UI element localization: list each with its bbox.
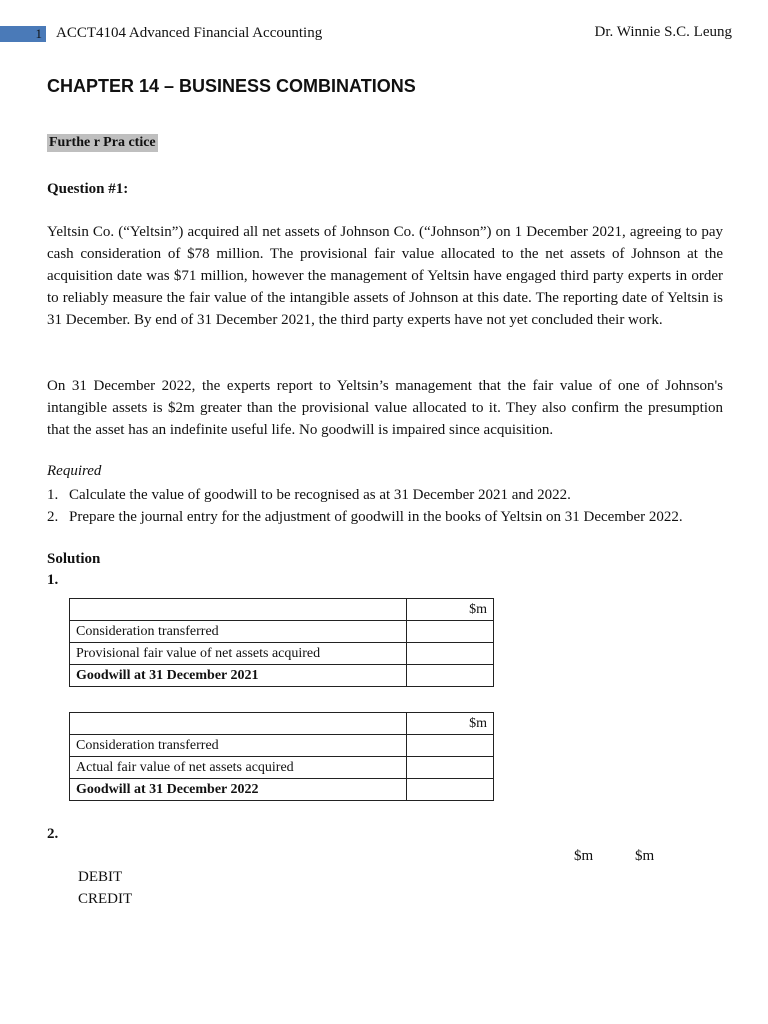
question-title: Question #1: bbox=[47, 181, 129, 197]
required-item-text: Calculate the value of goodwill to be recognised as at 31 December 2021 and 2022. bbox=[69, 487, 571, 503]
journal-debit-label: DEBIT bbox=[78, 869, 123, 885]
amount-cell bbox=[407, 665, 494, 687]
unit-header: $m bbox=[407, 713, 494, 735]
further-practice-label: Furthe r Pra ctice bbox=[49, 135, 156, 150]
amount-cell bbox=[407, 643, 494, 665]
required-item bbox=[47, 484, 683, 506]
amount-cell bbox=[407, 757, 494, 779]
amount-cell bbox=[407, 735, 494, 757]
author-name: Dr. Winnie S.C. Leung bbox=[594, 24, 732, 40]
required-list bbox=[47, 484, 683, 528]
question-paragraph-1: Yeltsin Co. (“Yeltsin”) acquired all net assets of Johnson Co. (“Johnson”) on 1 December 2021, agreeing to pay cash consideration of $78 million. The provisional fair value allocated to the net assets of Johnson at the acquisition date was $71 million, however the management of Yeltsin have engaged third party experts in order to reliably measure the fair value of the intangible assets of Johnson at this date. The reporting date of Yeltsin is 31 December. By end of 31 December 2021, the third party experts have not yet concluded their work. bbox=[47, 224, 723, 328]
page-number: 1 bbox=[0, 26, 46, 42]
table-header-row bbox=[70, 713, 494, 735]
journal-credit-label: CREDIT bbox=[78, 891, 133, 907]
table-row bbox=[70, 735, 494, 757]
journal-debit-unit: $m bbox=[574, 848, 594, 864]
table-cell bbox=[70, 713, 407, 735]
required-item-text: Prepare the journal entry for the adjustment of goodwill in the books of Yeltsin on 31 December 2022. bbox=[69, 509, 683, 525]
amount-cell bbox=[407, 779, 494, 801]
required-item-number: 2. bbox=[47, 509, 59, 525]
goodwill-table-2021 bbox=[69, 598, 494, 687]
table-row bbox=[70, 643, 494, 665]
row-label: Goodwill at 31 December 2021 bbox=[70, 665, 407, 687]
table-cell bbox=[70, 599, 407, 621]
table-row-total bbox=[70, 779, 494, 801]
goodwill-table-2022 bbox=[69, 712, 494, 801]
required-item bbox=[47, 506, 683, 528]
solution-part-2-label: 2. bbox=[47, 826, 59, 842]
required-label: Required bbox=[47, 463, 102, 479]
row-label: Provisional fair value of net assets acquired bbox=[70, 643, 407, 665]
table-header-row bbox=[70, 599, 494, 621]
journal-credit-unit: $m bbox=[635, 848, 655, 864]
course-title: ACCT4104 Advanced Financial Accounting bbox=[56, 25, 323, 41]
solution-part-1-label: 1. bbox=[47, 572, 59, 588]
table-row-total bbox=[70, 665, 494, 687]
row-label: Goodwill at 31 December 2022 bbox=[70, 779, 407, 801]
chapter-title: CHAPTER 14 – BUSINESS COMBINATIONS bbox=[47, 76, 416, 96]
table-row bbox=[70, 757, 494, 779]
table-row bbox=[70, 621, 494, 643]
row-label: Consideration transferred bbox=[70, 735, 407, 757]
row-label: Actual fair value of net assets acquired bbox=[70, 757, 407, 779]
question-paragraph-2: On 31 December 2022, the experts report to Yeltsin’s management that the fair value of one of Johnson's intangible assets is $2m greater than the provisional value allocated to it. They also confirm the presumption that the asset has an indefinite useful life. No goodwill is impaired since acquisition. bbox=[47, 378, 723, 438]
required-item-number: 1. bbox=[47, 487, 59, 503]
unit-header: $m bbox=[407, 599, 494, 621]
solution-label: Solution bbox=[47, 551, 101, 567]
row-label: Consideration transferred bbox=[70, 621, 407, 643]
amount-cell bbox=[407, 621, 494, 643]
